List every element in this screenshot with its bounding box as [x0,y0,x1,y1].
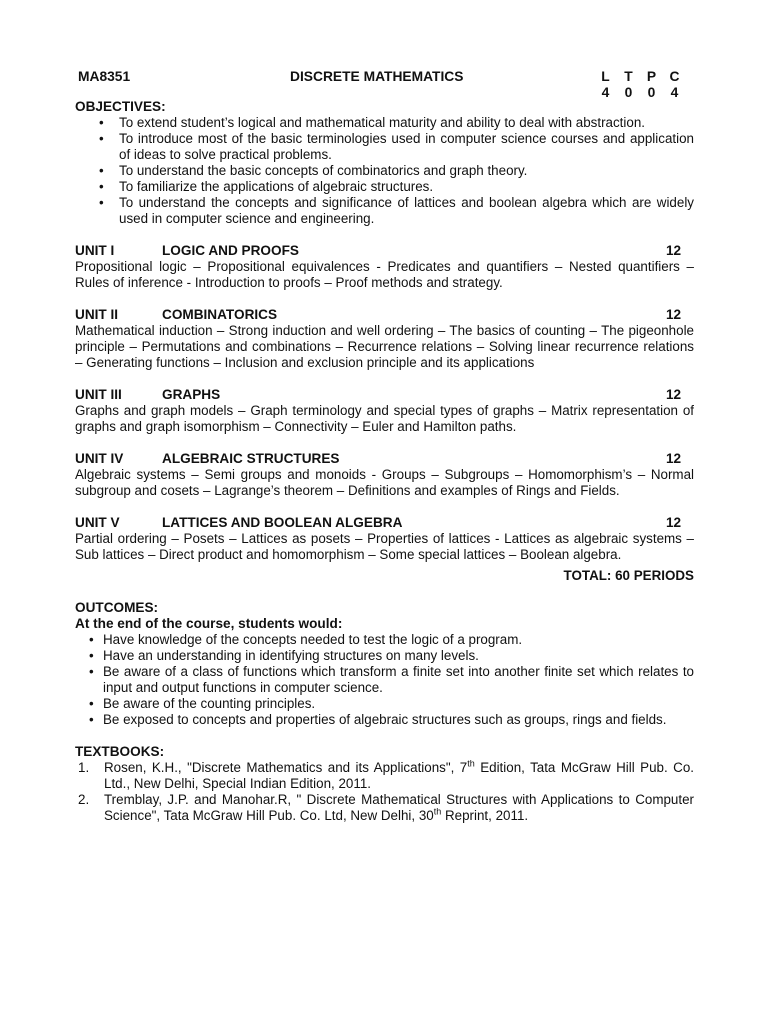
ltpc-value-t: 0 [624,85,633,100]
unit-1 [75,243,694,291]
total-periods: TOTAL: 60 PERIODS [563,568,694,583]
syllabus-content [75,99,694,824]
unit-name: ALGEBRAIC STRUCTURES [162,451,340,466]
objective-item: • To understand the concepts and significance of lattices and boolean algebra which are widely used in computer science and engineering. [93,195,694,227]
objectives-section [75,99,694,227]
outcomes-subheading: At the end of the course, students would: [75,616,343,631]
objective-item: • To understand the basic concepts of combinatorics and graph theory. [93,163,694,179]
unit-4 [75,451,694,499]
unit-header [75,307,694,323]
textbook-text-end: Edition, Tata McGraw Hill Pub. Co. Ltd., New Delhi, Special Indian Edition, 2011. [104,760,695,791]
ltpc-label-c: C [669,69,680,84]
outcome-item: • Have an understanding in identifying structures on many levels. [87,648,694,664]
ltpc-value-c: 4 [670,85,679,100]
objectives-list [75,115,694,227]
unit-topics: Mathematical induction – Strong induction and well ordering – The basics of counting – The pigeonhole principle – Permutations and combinations – Recurrence relations – Solving linear recurrence relations – Generating functions – Inclusion and exclusion principle and its applications [75,323,694,370]
unit-header [75,387,694,403]
course-title: DISCRETE MATHEMATICS [290,69,464,84]
ltpc-labels [594,69,686,85]
ltpc-block [594,69,686,101]
unit-header [75,515,694,531]
outcome-item: • Be aware of a class of functions which transform a finite set into another finite set which relates to input and output functions in computer science. [87,664,694,696]
outcomes-list [75,632,694,728]
textbook-number: 1. [78,760,90,775]
unit-hours: 12 [666,387,682,402]
textbook-number: 2. [78,792,90,807]
textbook-text: Rosen, K.H., "Discrete Mathematics and its Applications", 7 [104,760,468,775]
textbooks-list [75,760,694,824]
ltpc-value-l: 4 [601,85,610,100]
textbook-superscript: th [433,806,442,817]
unit-hours: 12 [666,515,682,530]
unit-name: GRAPHS [162,387,221,402]
textbook-item [75,792,694,824]
outcome-item: • Be exposed to concepts and properties of algebraic structures such as groups, rings and fields. [87,712,694,728]
unit-hours: 12 [666,451,682,466]
unit-number: UNIT IV [75,451,124,466]
textbook-item [75,760,694,792]
objective-item: • To familiarize the applications of algebraic structures. [93,179,694,195]
course-header [78,69,694,103]
unit-topics: Propositional logic – Propositional equivalences - Predicates and quantifiers – Nested quantifiers – Rules of inference - Introduction to proofs – Proof methods and strategy. [75,259,694,290]
unit-topics: Algebraic systems – Semi groups and monoids - Groups – Subgroups – Homomorphism’s – Normal subgroup and cosets – Lagrange’s theorem – Definitions and examples of Rings and Fields. [75,467,694,498]
unit-3 [75,387,694,435]
outcomes-section [75,600,694,728]
unit-topics: Partial ordering – Posets – Lattices as posets – Properties of lattices - Lattices as algebraic systems – Sub lattices – Direct product and homomorphism – Some special lattices – Boolean algebra. [75,531,694,562]
unit-hours: 12 [666,307,682,322]
textbooks-section [75,744,694,824]
course-code: MA8351 [78,69,131,84]
outcome-item: • Have knowledge of the concepts needed to test the logic of a program. [87,632,694,648]
objectives-heading: OBJECTIVES: [75,99,166,114]
textbooks-heading: TEXTBOOKS: [75,744,165,759]
objective-item: • To introduce most of the basic terminologies used in computer science courses and application of ideas to solve practical problems. [93,131,694,163]
textbook-superscript: th [467,758,475,769]
unit-name: LOGIC AND PROOFS [162,243,299,258]
ltpc-label-l: L [601,69,610,84]
ltpc-value-p: 0 [647,85,656,100]
unit-name: LATTICES AND BOOLEAN ALGEBRA [162,515,403,530]
unit-topics: Graphs and graph models – Graph terminology and special types of graphs – Matrix representation of graphs and graph isomorphism – Connectivity – Euler and Hamilton paths. [75,403,694,434]
unit-header [75,243,694,259]
unit-2 [75,307,694,371]
unit-number: UNIT V [75,515,120,530]
textbook-text-end: Reprint, 2011. [441,808,529,823]
outcome-item: • Be aware of the counting principles. [87,696,694,712]
unit-5 [75,515,694,563]
ltpc-label-t: T [624,69,633,84]
unit-header [75,451,694,467]
textbook-text: Tremblay, J.P. and Manohar.R, " Discrete Mathematical Structures with Applications to Computer Science", Tata McGraw Hill Pub. Co. Ltd, New Delhi, 30 [104,792,694,823]
unit-hours: 12 [666,243,682,258]
ltpc-label-p: P [646,69,657,84]
outcomes-heading: OUTCOMES: [75,600,159,615]
unit-number: UNIT III [75,387,122,402]
unit-number: UNIT I [75,243,115,258]
unit-number: UNIT II [75,307,119,322]
objective-item: • To extend student’s logical and mathematical maturity and ability to deal with abstraction. [93,115,694,131]
unit-name: COMBINATORICS [162,307,278,322]
